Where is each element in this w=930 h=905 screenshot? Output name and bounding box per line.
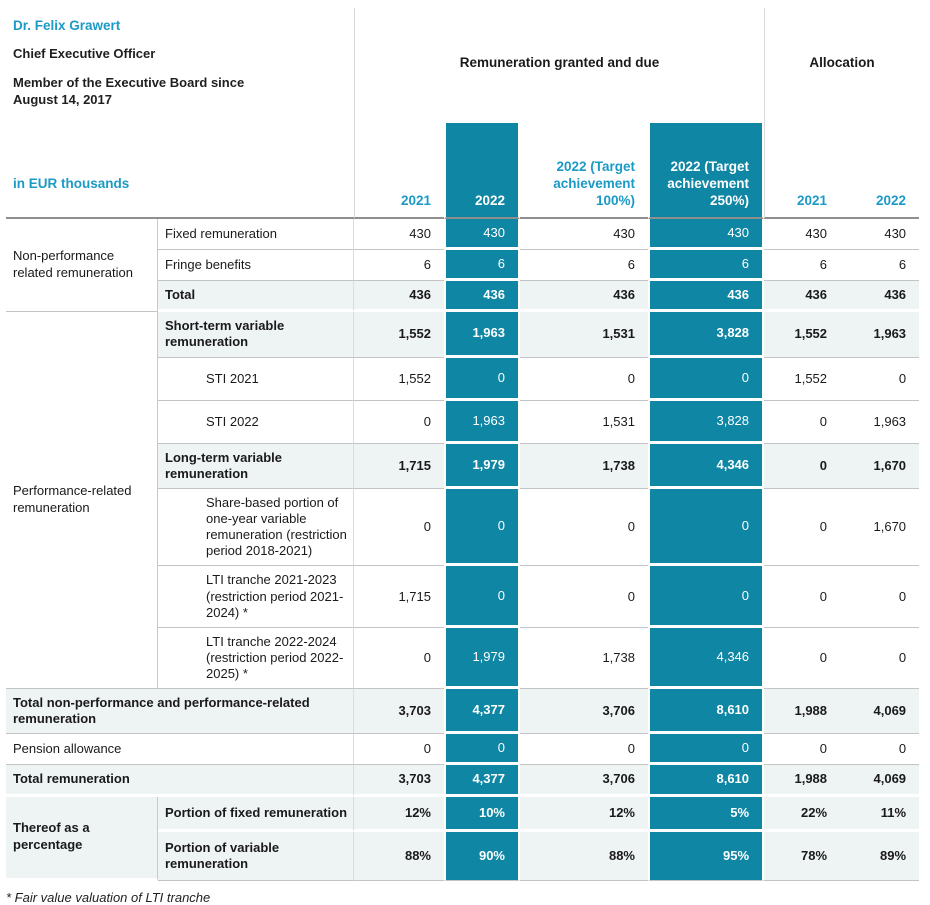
value-cell: 1,738 [520, 628, 648, 689]
value-cell: 3,828 [648, 401, 764, 444]
value-cell: 0 [520, 489, 648, 566]
value-cell: 6 [840, 250, 919, 281]
value-cell: 430 [444, 219, 520, 250]
value-cell: 0 [354, 628, 444, 689]
value-cell: 3,706 [520, 689, 648, 734]
value-cell: 4,346 [648, 628, 764, 689]
value-cell: 4,069 [840, 689, 919, 734]
value-cell: 1,670 [840, 444, 919, 489]
value-cell: 6 [354, 250, 444, 281]
table-row [6, 689, 919, 734]
value-cell: 6 [444, 250, 520, 281]
value-cell: 0 [648, 734, 764, 765]
column-header-2022-target-100: 2022 (Target achievement 100%) [520, 116, 648, 219]
value-cell: 430 [648, 219, 764, 250]
value-cell: 12% [520, 797, 648, 832]
group-header-granted: Remuneration granted and due [354, 8, 764, 116]
value-cell: 22% [764, 797, 840, 832]
value-cell: 1,552 [764, 358, 840, 401]
value-cell: 0 [840, 358, 919, 401]
table-row [6, 734, 919, 765]
column-header-2022-target-250: 2022 (Target achievement 250%) [648, 116, 764, 219]
value-cell: 0 [354, 401, 444, 444]
value-cell: 0 [520, 358, 648, 401]
table-row [6, 219, 919, 250]
value-cell: 8,610 [648, 765, 764, 796]
value-cell: 0 [764, 489, 840, 566]
value-cell: 0 [840, 734, 919, 765]
column-header-2022-granted: 2022 [444, 116, 520, 219]
value-cell: 0 [354, 489, 444, 566]
row-label: Total [158, 281, 354, 312]
value-cell: 0 [764, 734, 840, 765]
row-label: Short-term variable remuneration [158, 312, 354, 357]
person-title: Chief Executive Officer [13, 46, 156, 61]
value-cell: 1,531 [520, 312, 648, 357]
row-label: Total remuneration [6, 765, 354, 796]
value-cell: 436 [354, 281, 444, 312]
value-cell: 78% [764, 832, 840, 881]
row-label: Long-term variable remuneration [158, 444, 354, 489]
row-label: Total non-performance and performance-related remuneration [6, 689, 354, 734]
table-row [6, 797, 919, 832]
row-label: Portion of variable remuneration [158, 832, 354, 881]
value-cell: 4,377 [444, 765, 520, 796]
value-cell: 0 [444, 734, 520, 765]
value-cell: 10% [444, 797, 520, 832]
value-cell: 1,988 [764, 689, 840, 734]
row-label: Share-based portion of one-year variable remuneration (restriction period 2018-2021) [158, 489, 354, 566]
value-cell: 3,706 [520, 765, 648, 796]
row-label: STI 2021 [158, 358, 354, 401]
value-cell: 0 [444, 489, 520, 566]
value-cell: 4,069 [840, 765, 919, 796]
value-cell: 6 [764, 250, 840, 281]
value-cell: 1,552 [354, 358, 444, 401]
value-cell: 1,979 [444, 444, 520, 489]
value-cell: 1,552 [354, 312, 444, 357]
value-cell: 1,552 [764, 312, 840, 357]
value-cell: 0 [520, 734, 648, 765]
value-cell: 1,963 [444, 401, 520, 444]
value-cell: 4,377 [444, 689, 520, 734]
value-cell: 90% [444, 832, 520, 881]
value-cell: 5% [648, 797, 764, 832]
remuneration-table [6, 8, 919, 881]
value-cell: 3,828 [648, 312, 764, 357]
value-cell: 6 [520, 250, 648, 281]
value-cell: 0 [764, 401, 840, 444]
value-cell: 1,963 [840, 401, 919, 444]
person-info-cell [6, 8, 354, 219]
row-label: STI 2022 [158, 401, 354, 444]
footnote: * Fair value valuation of LTI tranche [6, 889, 211, 905]
value-cell: 436 [840, 281, 919, 312]
value-cell: 4,346 [648, 444, 764, 489]
row-label: LTI tranche 2022-2024 (restriction period 2022-2025) * [158, 628, 354, 689]
value-cell: 430 [764, 219, 840, 250]
group-label-non-performance: Non-performance related remuneration [6, 219, 158, 312]
value-cell: 0 [648, 566, 764, 627]
value-cell: 430 [840, 219, 919, 250]
value-cell: 430 [354, 219, 444, 250]
value-cell: 88% [520, 832, 648, 881]
value-cell: 11% [840, 797, 919, 832]
value-cell: 1,670 [840, 489, 919, 566]
value-cell: 1,963 [840, 312, 919, 357]
row-label: Pension allowance [6, 734, 354, 765]
value-cell: 89% [840, 832, 919, 881]
value-cell: 1,963 [444, 312, 520, 357]
column-header-2021-allocation: 2021 [764, 116, 840, 219]
value-cell: 6 [648, 250, 764, 281]
person-member-since: Member of the Executive Board since August 14, 2017 [13, 75, 245, 107]
value-cell: 88% [354, 832, 444, 881]
value-cell: 0 [840, 628, 919, 689]
value-cell: 3,703 [354, 765, 444, 796]
value-cell: 1,988 [764, 765, 840, 796]
value-cell: 436 [444, 281, 520, 312]
value-cell: 8,610 [648, 689, 764, 734]
value-cell: 436 [520, 281, 648, 312]
row-label: Fringe benefits [158, 250, 354, 281]
value-cell: 0 [764, 628, 840, 689]
value-cell: 430 [520, 219, 648, 250]
value-cell: 12% [354, 797, 444, 832]
value-cell: 0 [764, 566, 840, 627]
value-cell: 0 [648, 489, 764, 566]
value-cell: 1,531 [520, 401, 648, 444]
table-row [6, 312, 919, 357]
table-row [6, 765, 919, 796]
group-header-allocation: Allocation [764, 8, 919, 116]
row-label: LTI tranche 2021-2023 (restriction period 2021-2024) * [158, 566, 354, 627]
group-label-performance: Performance-related remuneration [6, 312, 158, 689]
value-cell: 0 [444, 358, 520, 401]
column-header-2022-allocation: 2022 [840, 116, 919, 219]
value-cell: 1,979 [444, 628, 520, 689]
row-label: Fixed remuneration [158, 219, 354, 250]
value-cell: 0 [840, 566, 919, 627]
value-cell: 436 [648, 281, 764, 312]
value-cell: 0 [444, 566, 520, 627]
value-cell: 95% [648, 832, 764, 881]
value-cell: 1,738 [520, 444, 648, 489]
column-header-2021-granted: 2021 [354, 116, 444, 219]
row-label: Portion of fixed remuneration [158, 797, 354, 832]
unit-label: in EUR thousands [13, 176, 130, 191]
value-cell: 436 [764, 281, 840, 312]
value-cell: 0 [354, 734, 444, 765]
person-name: Dr. Felix Grawert [13, 18, 121, 33]
value-cell: 3,703 [354, 689, 444, 734]
value-cell: 1,715 [354, 444, 444, 489]
value-cell: 0 [764, 444, 840, 489]
value-cell: 0 [520, 566, 648, 627]
group-label-percentage: Thereof as a percentage [6, 797, 158, 881]
value-cell: 1,715 [354, 566, 444, 627]
remuneration-sheet [6, 8, 919, 905]
value-cell: 0 [648, 358, 764, 401]
